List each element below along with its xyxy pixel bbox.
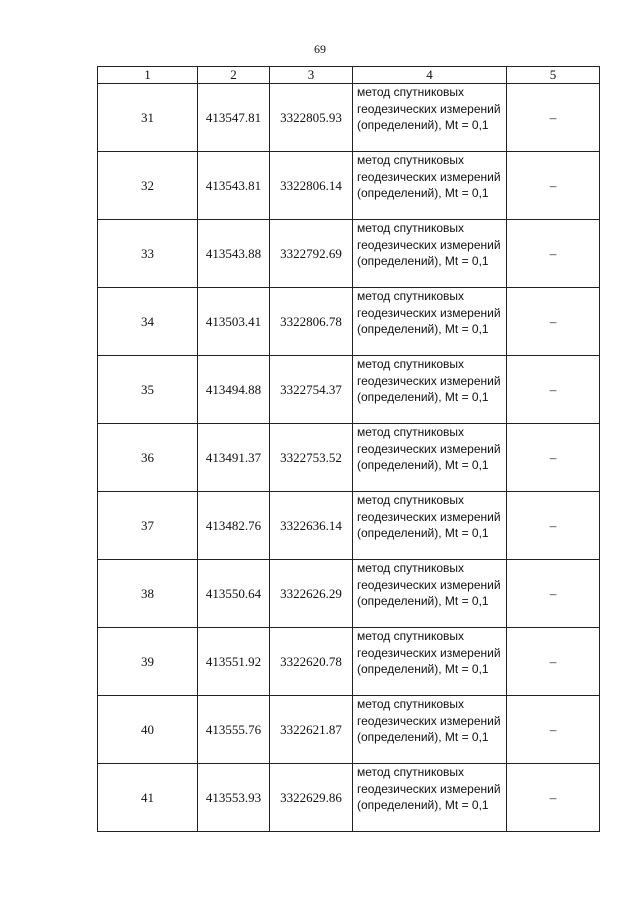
table-row bbox=[98, 628, 600, 696]
method-description: метод спутниковых геодезических измерений (определений), Mt = 0,1 bbox=[353, 424, 507, 492]
coord-x: 413547.81 bbox=[198, 84, 270, 152]
coord-x: 413555.76 bbox=[198, 696, 270, 764]
method-description: метод спутниковых геодезических измерений (определений), Mt = 0,1 bbox=[353, 84, 507, 152]
point-number: 36 bbox=[98, 424, 198, 492]
method-description: метод спутниковых геодезических измерений (определений), Mt = 0,1 bbox=[353, 288, 507, 356]
coord-y: 3322620.78 bbox=[270, 628, 353, 696]
table-row bbox=[98, 84, 600, 152]
note-dash: – bbox=[507, 696, 600, 764]
coord-y: 3322629.86 bbox=[270, 764, 353, 832]
coord-x: 413491.37 bbox=[198, 424, 270, 492]
point-number: 34 bbox=[98, 288, 198, 356]
note-dash: – bbox=[507, 628, 600, 696]
page-number: 69 bbox=[314, 42, 326, 56]
method-description: метод спутниковых геодезических измерений (определений), Mt = 0,1 bbox=[353, 560, 507, 628]
coord-x: 413503.41 bbox=[198, 288, 270, 356]
method-description: метод спутниковых геодезических измерений (определений), Mt = 0,1 bbox=[353, 628, 507, 696]
note-dash: – bbox=[507, 152, 600, 220]
method-description: метод спутниковых геодезических измерений (определений), Mt = 0,1 bbox=[353, 220, 507, 288]
table-row bbox=[98, 288, 600, 356]
column-header-5: 5 bbox=[507, 67, 600, 84]
coord-x: 413494.88 bbox=[198, 356, 270, 424]
table-row bbox=[98, 764, 600, 832]
coord-x: 413543.81 bbox=[198, 152, 270, 220]
note-dash: – bbox=[507, 220, 600, 288]
note-dash: – bbox=[507, 492, 600, 560]
note-dash: – bbox=[507, 84, 600, 152]
coord-y: 3322636.14 bbox=[270, 492, 353, 560]
point-number: 39 bbox=[98, 628, 198, 696]
coord-x: 413482.76 bbox=[198, 492, 270, 560]
coord-y: 3322754.37 bbox=[270, 356, 353, 424]
coord-y: 3322792.69 bbox=[270, 220, 353, 288]
coord-y: 3322805.93 bbox=[270, 84, 353, 152]
table-row bbox=[98, 152, 600, 220]
coord-y: 3322621.87 bbox=[270, 696, 353, 764]
point-number: 35 bbox=[98, 356, 198, 424]
point-number: 31 bbox=[98, 84, 198, 152]
point-number: 32 bbox=[98, 152, 198, 220]
point-number: 33 bbox=[98, 220, 198, 288]
point-number: 38 bbox=[98, 560, 198, 628]
coord-x: 413543.88 bbox=[198, 220, 270, 288]
coord-y: 3322806.78 bbox=[270, 288, 353, 356]
column-header-3: 3 bbox=[270, 67, 353, 84]
column-header-2: 2 bbox=[198, 67, 270, 84]
coord-y: 3322806.14 bbox=[270, 152, 353, 220]
note-dash: – bbox=[507, 560, 600, 628]
note-dash: – bbox=[507, 764, 600, 832]
table-row bbox=[98, 220, 600, 288]
note-dash: – bbox=[507, 424, 600, 492]
coordinates-table bbox=[97, 66, 600, 832]
point-number: 41 bbox=[98, 764, 198, 832]
table-row bbox=[98, 560, 600, 628]
coord-x: 413550.64 bbox=[198, 560, 270, 628]
table-row bbox=[98, 356, 600, 424]
table-row bbox=[98, 424, 600, 492]
coord-x: 413551.92 bbox=[198, 628, 270, 696]
point-number: 40 bbox=[98, 696, 198, 764]
column-header-4: 4 bbox=[353, 67, 507, 84]
method-description: метод спутниковых геодезических измерений (определений), Mt = 0,1 bbox=[353, 152, 507, 220]
method-description: метод спутниковых геодезических измерений (определений), Mt = 0,1 bbox=[353, 764, 507, 832]
method-description: метод спутниковых геодезических измерений (определений), Mt = 0,1 bbox=[353, 492, 507, 560]
column-header-1: 1 bbox=[98, 67, 198, 84]
note-dash: – bbox=[507, 288, 600, 356]
point-number: 37 bbox=[98, 492, 198, 560]
table-row bbox=[98, 696, 600, 764]
coord-x: 413553.93 bbox=[198, 764, 270, 832]
note-dash: – bbox=[507, 356, 600, 424]
table-header-row bbox=[98, 67, 600, 84]
method-description: метод спутниковых геодезических измерений (определений), Mt = 0,1 bbox=[353, 356, 507, 424]
method-description: метод спутниковых геодезических измерений (определений), Mt = 0,1 bbox=[353, 696, 507, 764]
coord-y: 3322626.29 bbox=[270, 560, 353, 628]
coord-y: 3322753.52 bbox=[270, 424, 353, 492]
table-row bbox=[98, 492, 600, 560]
